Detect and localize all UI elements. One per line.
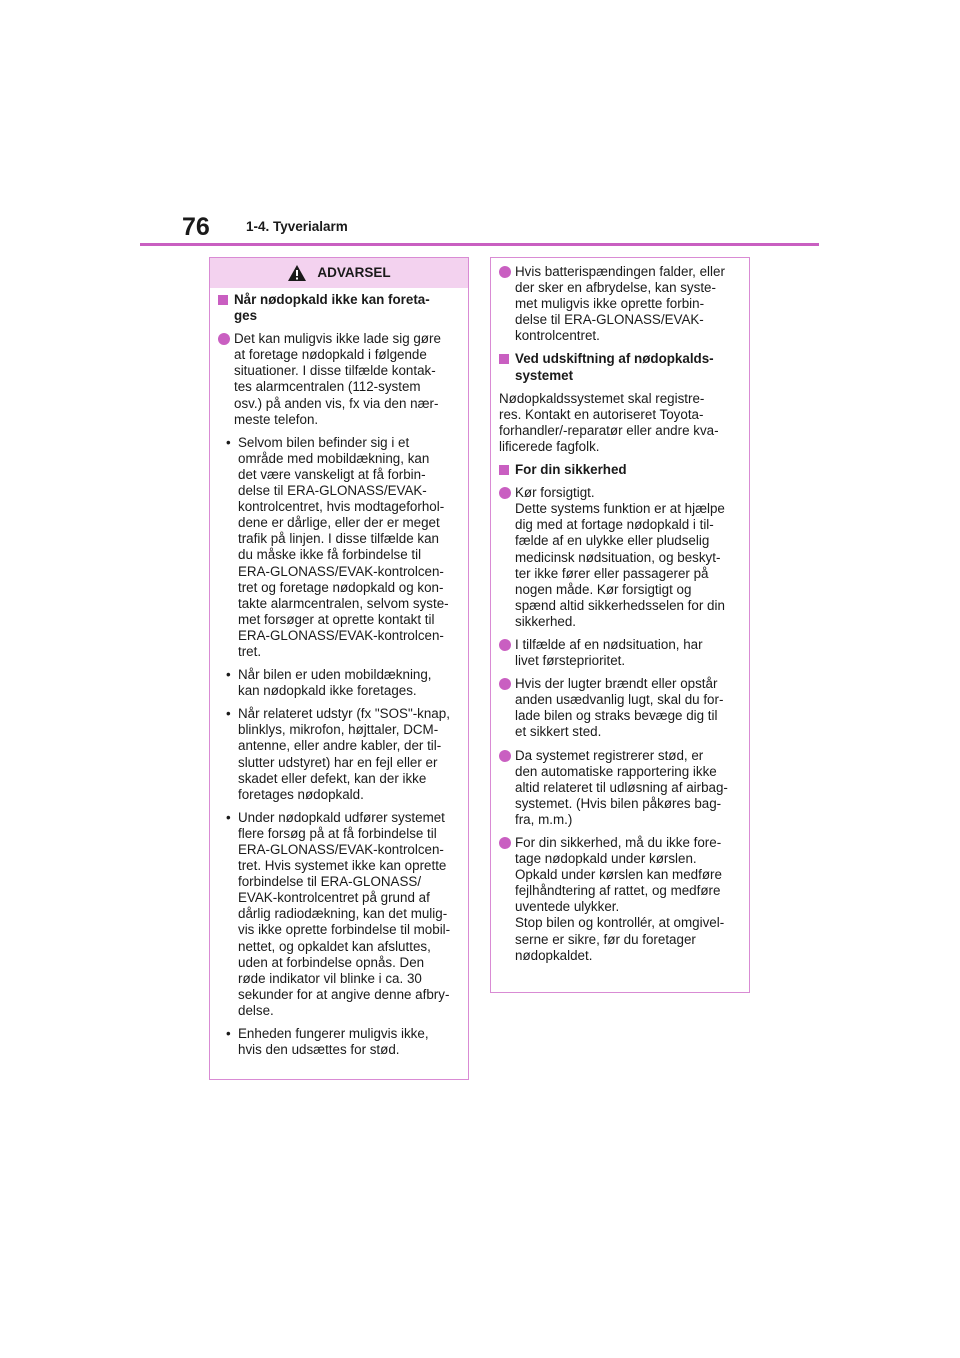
- list-item: • Selvom bilen befinder sig i et område med mobildækning, kan det være vanskeligt at få forbin- delse til ERA-GLONASS/EVAK- kontrolcentret, hvis modtageforhol- dene er dårlige, eller der er meget trafik på linjen. I disse tilfælde kan du måske ikke få forbindelse til ERA-GLONASS/EVAK-kontrolcen- tret og foretage nødopkald og kon- takte alarmcentralen, selvom syste- met forsøger at oprette kontakt til ERA-GLONASS/EVAK-kontrolcen- tret.: [226, 434, 449, 659]
- heading-no-call: Når nødopkald ikke kan foreta- ges: [218, 292, 460, 324]
- page-number: 76: [182, 213, 210, 241]
- list-item: • Når relateret udstyr (fx "SOS"-knap, blinklys, mikrofon, højttaler, DCM- antenne, eller andre kabler, der til- slutter udstyret) har en fejl eller er skadet eller defekt, kan der ikke foretages nødopkald.: [226, 706, 450, 802]
- circle-bullet-icon: [499, 639, 511, 651]
- replacement-paragraph: Nødopkaldssystemet skal registre- res. Kontakt en autoriseret Toyota- forhandler/-reparatør eller andre kva- lificerede fagfolk.: [499, 390, 719, 454]
- warning-box-header: [210, 258, 468, 288]
- square-bullet-icon: [218, 295, 228, 305]
- warning-title: ADVARSEL: [317, 264, 391, 280]
- list-item: I tilfælde af en nødsituation, har livet førsteprioritet.: [499, 637, 741, 669]
- circle-bullet-icon: [499, 266, 511, 278]
- square-bullet-icon: [499, 354, 509, 364]
- list-item: Hvis batterispændingen falder, eller der sker en afbrydelse, kan syste- met muligvis ikke oprette forbin- delse til ERA-GLONASS/EVAK- kontrolcentret.: [499, 264, 741, 344]
- list-item: • Under nødopkald udfører systemet flere forsøg på at få forbindelse til ERA-GLONASS/EVAK-kontrolcen- tret. Hvis systemet ikke kan oprette forbindelse til ERA-GLONASS/ EVAK-kontrolcentret på grund af dårlig radiodækning, kan det mulig- vis ikke oprette forbindelse til mobil- nettet, og opkaldet kan afsluttes, uden at forbindelse opnås. Den røde indikator vil blinke i ca. 30 sekunder for at angive denne afbry- delse.: [226, 809, 451, 1018]
- heading-safety: For din sikkerhed: [499, 462, 741, 478]
- list-item: Det kan muligvis ikke lade sig gøre at foretage nødopkald i følgende situationer. I disse tilfælde kontak- tes alarmcentralen (112-system osv.) på anden vis, fx via den nær- meste telefon.: [218, 331, 460, 428]
- list-item: Da systemet registrerer stød, er den automatiske rapportering ikke altid relateret til udløsning af airbag- systemet. (Hvis bilen påkøres bag- fra, m.m.): [499, 748, 741, 828]
- circle-bullet-icon: [218, 333, 230, 345]
- square-bullet-icon: [499, 465, 509, 475]
- circle-bullet-icon: [499, 837, 511, 849]
- list-item: • Når bilen er uden mobildækning, kan nødopkald ikke foretages.: [226, 667, 432, 699]
- warning-triangle-icon: [287, 264, 307, 282]
- circle-bullet-icon: [499, 487, 511, 499]
- list-item: • Enheden fungerer muligvis ikke, hvis den udsættes for stød.: [226, 1026, 429, 1058]
- circle-bullet-icon: [499, 750, 511, 762]
- section-title: 1-4. Tyverialarm: [246, 219, 348, 234]
- header-rule: [140, 243, 819, 246]
- list-item: For din sikkerhed, må du ikke fore- tage nødopkald under kørslen. Opkald under kørslen kan medføre fejlhåndtering af rattet, og medføre uventede ulykker. Stop bilen og kontrollér, at omgivel- serne er sikre, før du foretager nødopkaldet.: [499, 835, 741, 964]
- list-item: Kør forsigtigt. Dette systems funktion er at hjælpe dig med at fortage nødopkald i til- fælde af en ulykke eller pludselig medicinsk nødsituation, og beskyt- ter ikke fører eller passagerer på nogen måde. Kør forsigtigt og spænd altid sikkerhedsselen for din sikkerhed.: [499, 485, 741, 630]
- list-item: Hvis der lugter brændt eller opstår anden usædvanlig lugt, skal du for- lade bilen og straks bevæge dig til et sikkert sted.: [499, 676, 741, 740]
- circle-bullet-icon: [499, 678, 511, 690]
- heading-replacement: Ved udskiftning af nødopkalds- systemet: [499, 351, 741, 383]
- warning-box: [209, 257, 469, 1080]
- warning-box-continued: [490, 257, 750, 993]
